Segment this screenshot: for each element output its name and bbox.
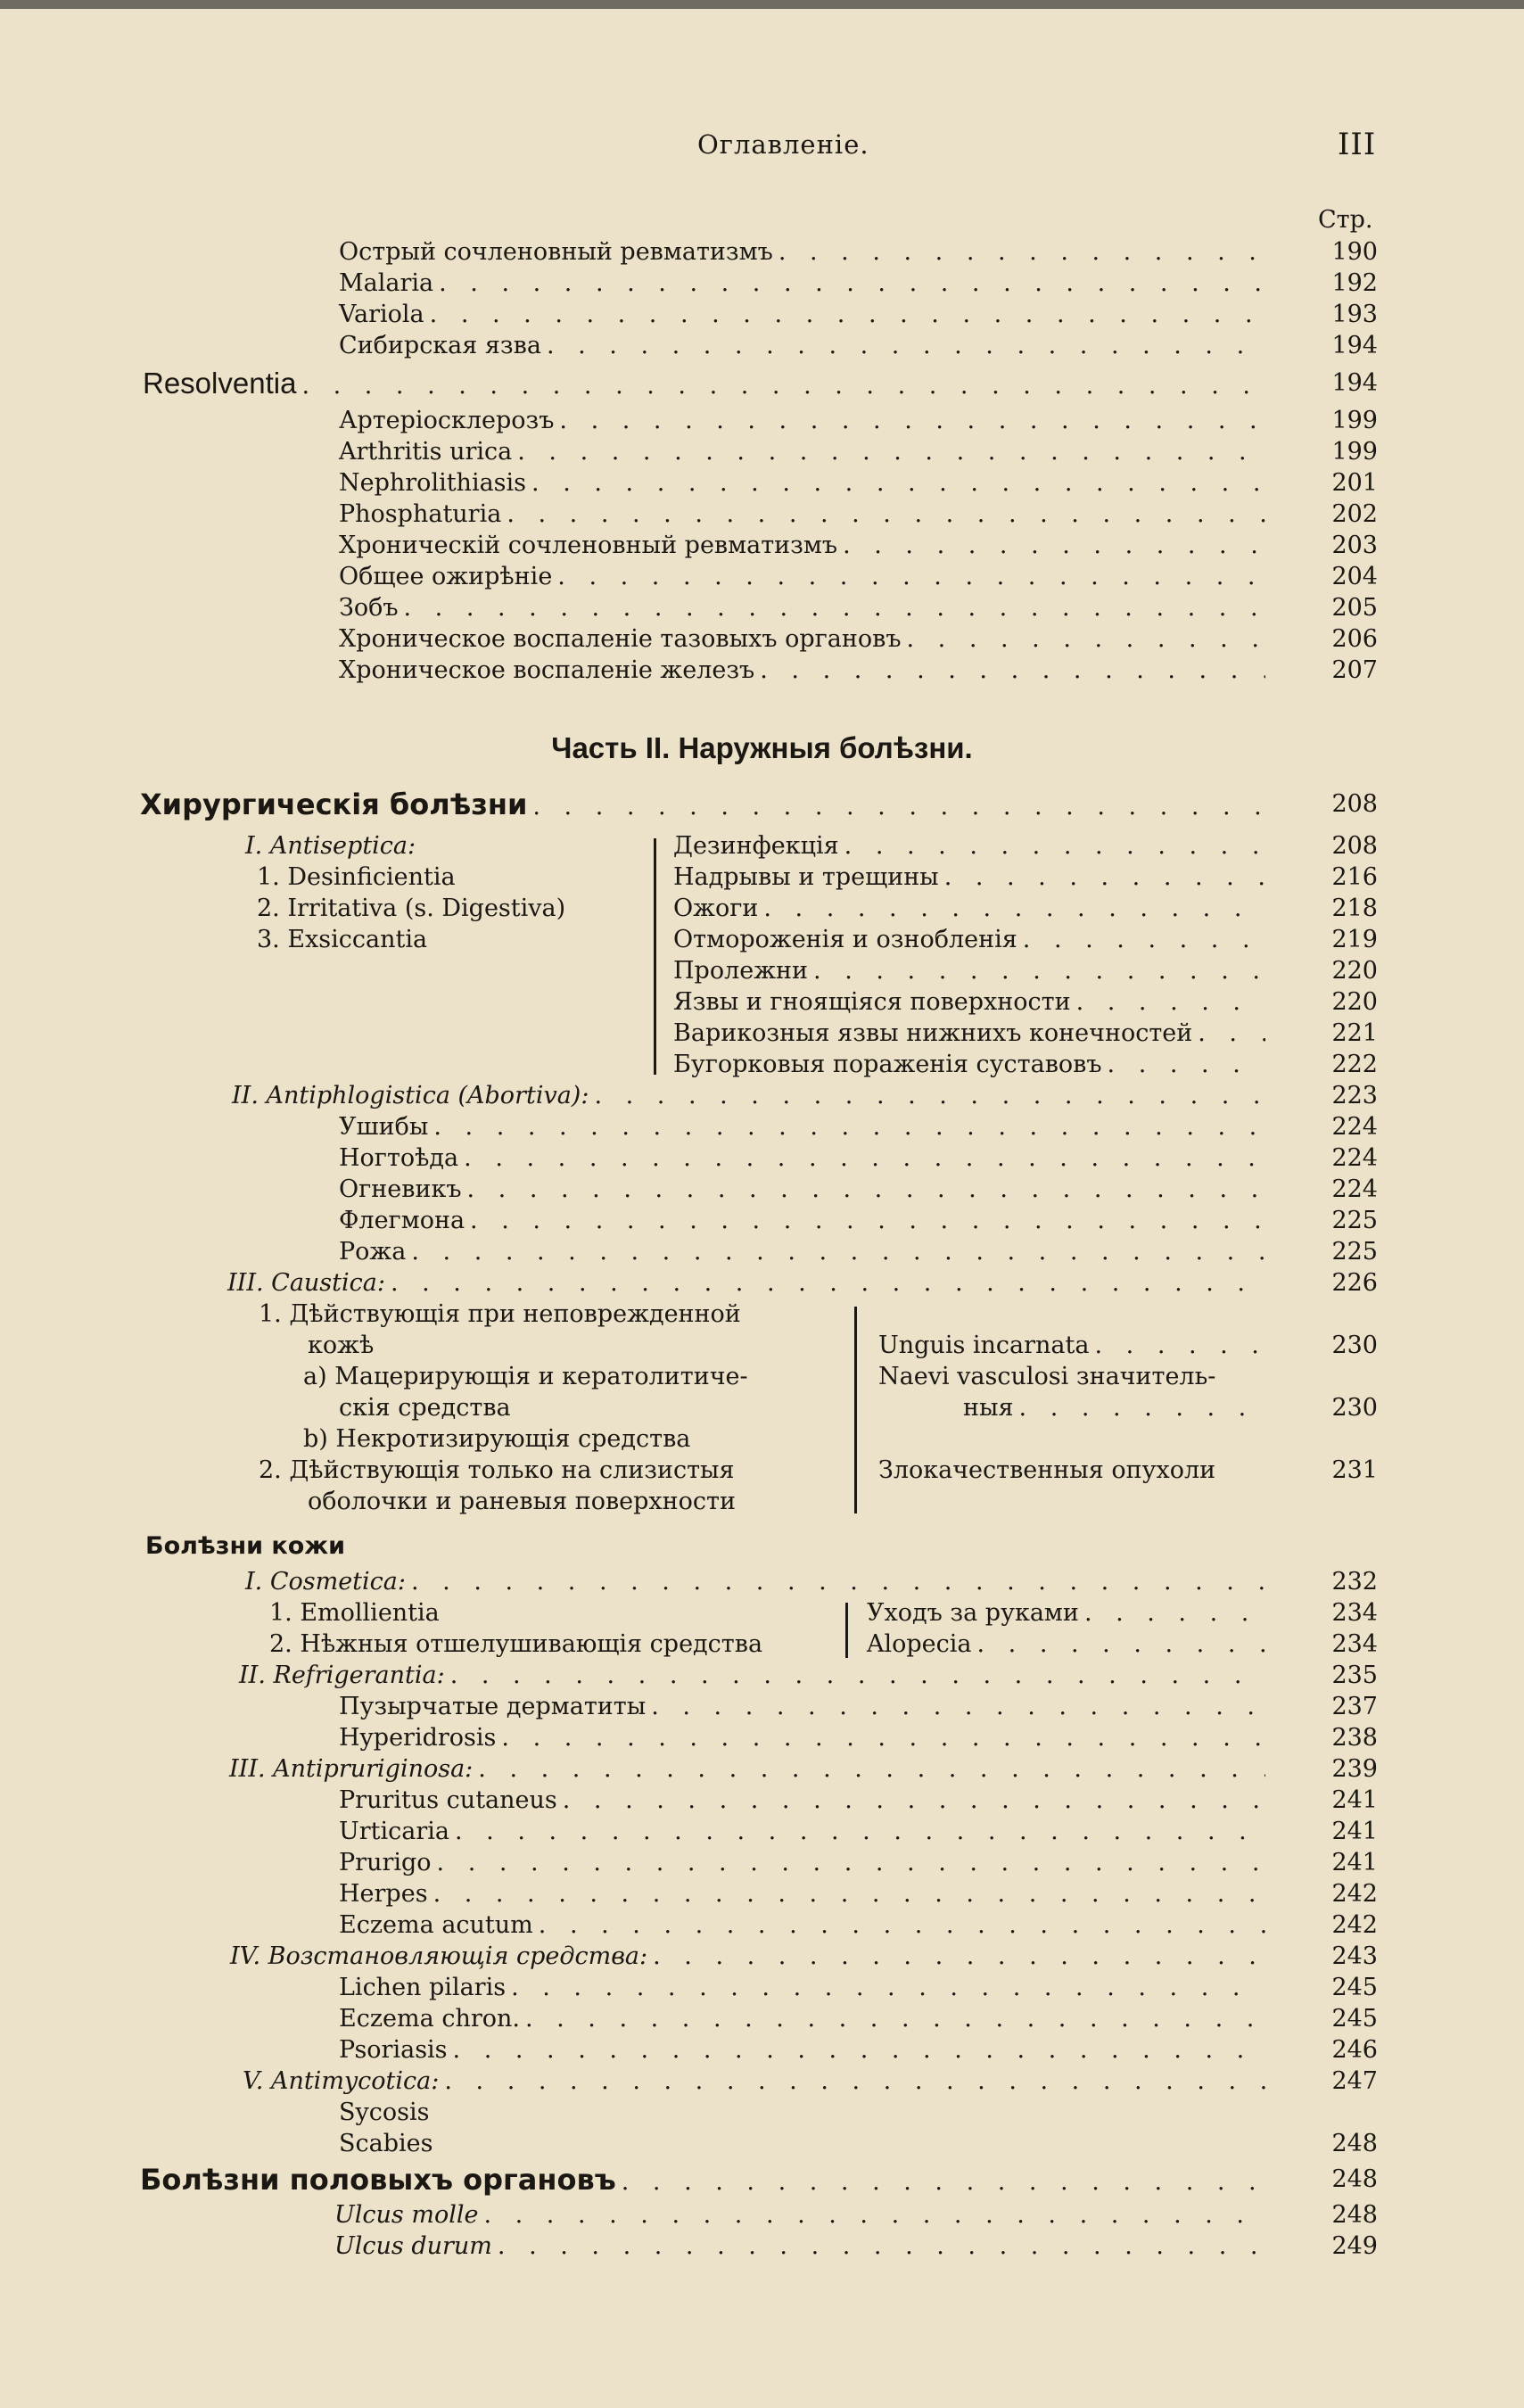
subitem-label: 1. Desinficientia <box>257 863 456 891</box>
entry-page: 204 <box>1331 563 1378 590</box>
toc-subsection[interactable] <box>245 1567 1271 1597</box>
entry-label: Sycosis <box>339 2099 430 2126</box>
leader-dots <box>430 300 1265 330</box>
entry-label: ныя <box>963 1394 1014 1422</box>
entry-page: 192 <box>1331 269 1378 297</box>
entry-label: Хроническое воспаленіе железъ <box>339 656 755 684</box>
subsection-label: II. Refrigerantia: <box>239 1662 445 1689</box>
entry-label: Ulcus molle <box>334 2201 479 2229</box>
entry-label: Prurigo <box>339 1849 432 1876</box>
toc-entry[interactable] <box>334 2231 1271 2262</box>
entry-label: Варикозныя язвы нижнихъ конечностей <box>673 1019 1193 1047</box>
leader-dots <box>944 862 1265 893</box>
subsection-label: V. Antimycotica: <box>243 2067 440 2095</box>
entry-label: Unguis incarnata <box>878 1332 1090 1359</box>
toc-entry[interactable] <box>339 624 1271 655</box>
entry-page: 199 <box>1331 407 1378 434</box>
entry-page: 224 <box>1331 1144 1378 1172</box>
toc-entry[interactable] <box>339 1879 1271 1909</box>
leader-dots <box>464 1143 1265 1174</box>
toc-entry[interactable] <box>673 1018 1271 1049</box>
toc-entry[interactable] <box>673 925 1271 955</box>
entry-label: Злокачественныя опухоли <box>878 1456 1216 1484</box>
entry-label: Ногтоѣда <box>339 1144 459 1172</box>
entry-page: 194 <box>1331 369 1378 397</box>
page-top-edge <box>0 0 1524 9</box>
entry-page: 218 <box>1331 895 1378 922</box>
entry-label: Общее ожирѣніе <box>339 563 553 590</box>
toc-entry[interactable] <box>334 2200 1271 2231</box>
toc-section[interactable] <box>140 789 1271 820</box>
entry-label: Lichen pilaris <box>339 1974 507 2001</box>
section-label: Болѣзни кожи <box>145 1532 346 1560</box>
subitem-label: a) Мацерирующія и кератолитиче- <box>303 1363 748 1390</box>
toc-entry[interactable] <box>867 1598 1271 1629</box>
bracket <box>654 838 656 1075</box>
leader-dots <box>977 1629 1265 1660</box>
toc-entry[interactable] <box>339 1785 1271 1816</box>
part-heading: Часть II. Наружныя болѣзни. <box>551 731 973 764</box>
entry-label: Хроническій сочленовный ревматизмъ <box>339 532 838 559</box>
toc-section[interactable] <box>140 2165 1271 2195</box>
toc-entry[interactable] <box>339 406 1271 436</box>
entry-page: 224 <box>1331 1113 1378 1141</box>
entry-label: Malaria <box>339 269 434 297</box>
leader-dots <box>498 2231 1265 2262</box>
entry-page: 201 <box>1331 469 1378 497</box>
leader-dots <box>483 2200 1265 2231</box>
entry-label: Scabies <box>339 2130 433 2157</box>
entry-label: Язвы и гноящіяся поверхности <box>673 988 1071 1016</box>
entry-page: 230 <box>1331 1332 1378 1359</box>
entry-page: 219 <box>1331 926 1378 953</box>
entry-page: 220 <box>1331 988 1378 1016</box>
toc-entry[interactable] <box>339 562 1271 592</box>
toc-entry[interactable] <box>673 1050 1271 1080</box>
toc-entry[interactable] <box>339 531 1271 561</box>
entry-page: 203 <box>1331 532 1378 559</box>
toc-entry[interactable] <box>339 331 1271 361</box>
entry-label: Naevi vasculosi значитель- <box>878 1363 1216 1390</box>
entry-page: 237 <box>1331 1693 1378 1720</box>
leader-dots <box>1076 987 1265 1018</box>
toc-subsection[interactable] <box>229 1754 1271 1785</box>
leader-dots <box>467 1175 1265 1205</box>
entry-label: Variola <box>339 301 424 328</box>
entry-label: Хроническое воспаленіе тазовыхъ органовъ <box>339 625 902 653</box>
entry-page: 249 <box>1331 2232 1378 2260</box>
section-label: Хирургическія болѣзни <box>140 788 528 821</box>
bracket <box>854 1307 857 1513</box>
toc-entry[interactable] <box>339 268 1271 299</box>
entry-page: 242 <box>1331 1880 1378 1908</box>
leader-dots <box>1084 1598 1265 1629</box>
toc-entry[interactable] <box>339 1848 1271 1878</box>
section-label: Болѣзни половыхъ органовъ <box>140 2163 616 2197</box>
entry-page: 248 <box>1331 2165 1378 2193</box>
leader-dots <box>455 1817 1265 1847</box>
leader-dots <box>444 2066 1265 2097</box>
entry-label: Бугорковыя пораженія суставовъ <box>673 1051 1102 1078</box>
toc-entry[interactable] <box>339 1237 1271 1267</box>
entry-page: 239 <box>1331 1755 1378 1783</box>
entry-page: 234 <box>1331 1630 1378 1658</box>
leader-dots <box>563 1785 1265 1816</box>
leader-dots <box>501 1723 1265 1753</box>
entry-page: 223 <box>1331 1082 1378 1109</box>
entry-page: 220 <box>1331 957 1378 985</box>
leader-dots <box>525 2004 1265 2034</box>
toc-entry[interactable] <box>339 656 1271 686</box>
leader-dots <box>411 1237 1265 1267</box>
entry-label: Eczema chron. <box>339 2005 520 2033</box>
toc-entry[interactable] <box>878 1331 1271 1361</box>
leader-dots <box>763 894 1265 924</box>
leader-dots <box>517 437 1265 467</box>
toc-entry[interactable] <box>339 1817 1271 1847</box>
entry-label: Herpes <box>339 1880 428 1908</box>
entry-label: Артеріосклерозъ <box>339 407 555 434</box>
subitem-label: скія средства <box>339 1394 511 1422</box>
leader-dots <box>437 1848 1265 1878</box>
entry-page: 225 <box>1331 1207 1378 1234</box>
page-title: Оглавленіе. <box>697 129 869 160</box>
leader-dots <box>433 1112 1265 1142</box>
leader-dots <box>1023 925 1265 955</box>
leader-dots <box>1108 1050 1265 1080</box>
toc-entry[interactable] <box>339 499 1271 530</box>
toc-section[interactable] <box>143 368 1271 399</box>
toc-entry[interactable] <box>339 300 1271 330</box>
entry-page: 232 <box>1331 1568 1378 1596</box>
leader-dots <box>531 468 1265 499</box>
entry-page: 208 <box>1331 832 1378 860</box>
entry-label: Hyperidrosis <box>339 1724 497 1752</box>
subitem-label: b) Некротизирующія средства <box>303 1425 691 1453</box>
leader-dots <box>843 531 1265 561</box>
subitem-label: кожѣ <box>308 1332 375 1359</box>
leader-dots <box>622 2167 1265 2198</box>
entry-page: 222 <box>1331 1051 1378 1078</box>
entry-label: Ожоги <box>673 895 759 922</box>
entry-page: 207 <box>1331 656 1378 684</box>
entry-label: Рожа <box>339 1238 407 1266</box>
entry-label: Сибирская язва <box>339 332 541 359</box>
toc-entry[interactable] <box>339 1112 1271 1142</box>
leader-dots <box>532 792 1265 822</box>
entry-label: Urticaria <box>339 1818 450 1845</box>
leader-dots <box>907 624 1266 655</box>
toc-entry[interactable] <box>673 831 1271 862</box>
entry-label: Зобъ <box>339 594 399 622</box>
entry-label: Pruritus cutaneus <box>339 1786 557 1814</box>
toc-subsection[interactable] <box>232 1081 1271 1111</box>
entry-page: 216 <box>1331 863 1378 891</box>
entry-label: Nephrolithiasis <box>339 469 527 497</box>
subsection-label: II. Antiphlogistica (Abortiva): <box>232 1082 589 1109</box>
entry-page: 202 <box>1331 500 1378 528</box>
entry-page: 221 <box>1331 1019 1378 1047</box>
toc-entry[interactable] <box>339 593 1271 623</box>
subitem-label: 2. Дѣйствующія только на слизистыя <box>259 1456 735 1484</box>
toc-entry[interactable] <box>673 987 1271 1018</box>
entry-page: 241 <box>1331 1786 1378 1814</box>
toc-entry[interactable] <box>673 894 1271 924</box>
toc-entry[interactable] <box>339 1206 1271 1236</box>
entry-page: 243 <box>1331 1942 1378 1970</box>
toc-entry[interactable] <box>339 1175 1271 1205</box>
toc-entry[interactable] <box>339 1143 1271 1174</box>
entry-label: Eczema acutum <box>339 1911 533 1939</box>
entry-page: 230 <box>1331 1394 1378 1422</box>
entry-page: 194 <box>1331 332 1378 359</box>
toc-entry[interactable] <box>339 237 1271 268</box>
toc-entry[interactable] <box>339 1692 1271 1722</box>
leader-dots <box>539 1910 1265 1941</box>
leader-dots <box>547 331 1265 361</box>
entry-page: 199 <box>1331 438 1378 466</box>
entry-page: 246 <box>1331 2036 1378 2064</box>
subitem-label: 2. Нѣжныя отшелушивающія средства <box>269 1630 763 1658</box>
toc-entry[interactable] <box>673 862 1271 893</box>
section-label: Resolventia <box>143 367 297 400</box>
entry-label: Ушибы <box>339 1113 429 1141</box>
subitem-label: 1. Дѣйствующія при неповрежденной <box>259 1300 741 1328</box>
leader-dots <box>391 1268 1265 1299</box>
entry-label: Alopecia <box>867 1630 972 1658</box>
subsection-label: I. Cosmetica: <box>245 1568 406 1596</box>
toc-subsection[interactable] <box>230 1942 1271 1972</box>
toc-entry[interactable] <box>339 1910 1271 1941</box>
toc-entry[interactable] <box>673 956 1271 986</box>
entry-page: 225 <box>1331 1238 1378 1266</box>
toc-entry[interactable] <box>339 437 1271 467</box>
leader-dots <box>511 1973 1265 2003</box>
entry-page: 248 <box>1331 2130 1378 2157</box>
entry-page: 235 <box>1331 1662 1378 1689</box>
toc-entry[interactable] <box>339 2004 1271 2034</box>
entry-label: Огневикъ <box>339 1175 462 1203</box>
leader-dots <box>470 1206 1265 1236</box>
subitem-label: 2. Irritativa (s. Digestiva) <box>257 895 566 922</box>
entry-page: 247 <box>1331 2067 1378 2095</box>
toc-entry[interactable] <box>339 468 1271 499</box>
entry-label: Arthritis urica <box>339 438 513 466</box>
toc-subsection[interactable] <box>227 1268 1271 1299</box>
leader-dots <box>1019 1393 1265 1423</box>
entry-page: 224 <box>1331 1175 1378 1203</box>
entry-label: Надрывы и трещины <box>673 863 939 891</box>
entry-page: 241 <box>1331 1849 1378 1876</box>
entry-page: 238 <box>1331 1724 1378 1752</box>
leader-dots <box>507 499 1265 530</box>
leader-dots <box>453 2035 1265 2066</box>
toc-subsection[interactable] <box>243 2066 1271 2097</box>
entry-page: 242 <box>1331 1911 1378 1939</box>
subsection-label: III. Antipruriginosa: <box>229 1755 474 1783</box>
leader-dots <box>301 371 1265 401</box>
entry-page: 234 <box>1331 1599 1378 1627</box>
toc-entry[interactable] <box>963 1393 1271 1423</box>
entry-label: Отмороженія и ознобленія <box>673 926 1017 953</box>
entry-page: 226 <box>1331 1269 1378 1297</box>
leader-dots <box>411 1567 1265 1597</box>
leader-dots <box>778 237 1265 268</box>
entry-label: Флегмона <box>339 1207 465 1234</box>
leader-dots <box>478 1754 1265 1785</box>
leader-dots <box>594 1081 1265 1111</box>
leader-dots <box>653 1942 1265 1972</box>
toc-subsection[interactable] <box>239 1661 1271 1691</box>
leader-dots <box>557 562 1265 592</box>
entry-label: Пузырчатые дерматиты <box>339 1693 647 1720</box>
leader-dots <box>1094 1331 1265 1361</box>
subitem-label: 3. Exsiccantia <box>257 926 428 953</box>
toc-entry[interactable] <box>339 2035 1271 2066</box>
subitem-label: оболочки и раневыя поверхности <box>308 1488 736 1515</box>
leader-dots <box>433 1879 1265 1909</box>
toc-entry[interactable] <box>339 1973 1271 2003</box>
leader-dots <box>450 1661 1265 1691</box>
entry-page: 206 <box>1331 625 1378 653</box>
leader-dots <box>439 268 1265 299</box>
entry-page: 231 <box>1331 1456 1378 1484</box>
page-number-roman: III <box>1338 127 1377 162</box>
entry-page: 245 <box>1331 2005 1378 2033</box>
leader-dots <box>1198 1018 1265 1049</box>
entry-page: 241 <box>1331 1818 1378 1845</box>
toc-entry[interactable] <box>867 1629 1271 1660</box>
subitem-label: 1. Emollientia <box>269 1599 440 1627</box>
toc-entry[interactable] <box>339 1723 1271 1753</box>
bracket <box>845 1603 848 1658</box>
entry-label: Уходъ за руками <box>867 1599 1079 1627</box>
entry-label: Ulcus durum <box>334 2232 492 2260</box>
leader-dots <box>651 1692 1265 1722</box>
entry-label: Phosphaturia <box>339 500 502 528</box>
entry-page: 245 <box>1331 1974 1378 2001</box>
subsection-label: IV. Возстановляющія средства: <box>230 1942 648 1970</box>
entry-page: 205 <box>1331 594 1378 622</box>
entry-label: Пролежни <box>673 957 809 985</box>
entry-page: 193 <box>1331 301 1378 328</box>
subsection-label: I. Antiseptica: <box>245 832 416 860</box>
leader-dots <box>813 956 1265 986</box>
entry-page: 248 <box>1331 2201 1378 2229</box>
leader-dots <box>559 406 1265 436</box>
entry-page: 208 <box>1331 790 1378 818</box>
entry-label: Psoriasis <box>339 2036 448 2064</box>
subsection-label: III. Caustica: <box>227 1269 385 1297</box>
leader-dots <box>844 831 1265 862</box>
entry-label: Дезинфекція <box>673 832 839 860</box>
page-column-label: Стр. <box>1318 206 1373 234</box>
leader-dots <box>760 656 1265 686</box>
leader-dots <box>404 593 1265 623</box>
entry-label: Острый сочленовный ревматизмъ <box>339 238 773 266</box>
entry-page: 190 <box>1331 238 1378 266</box>
